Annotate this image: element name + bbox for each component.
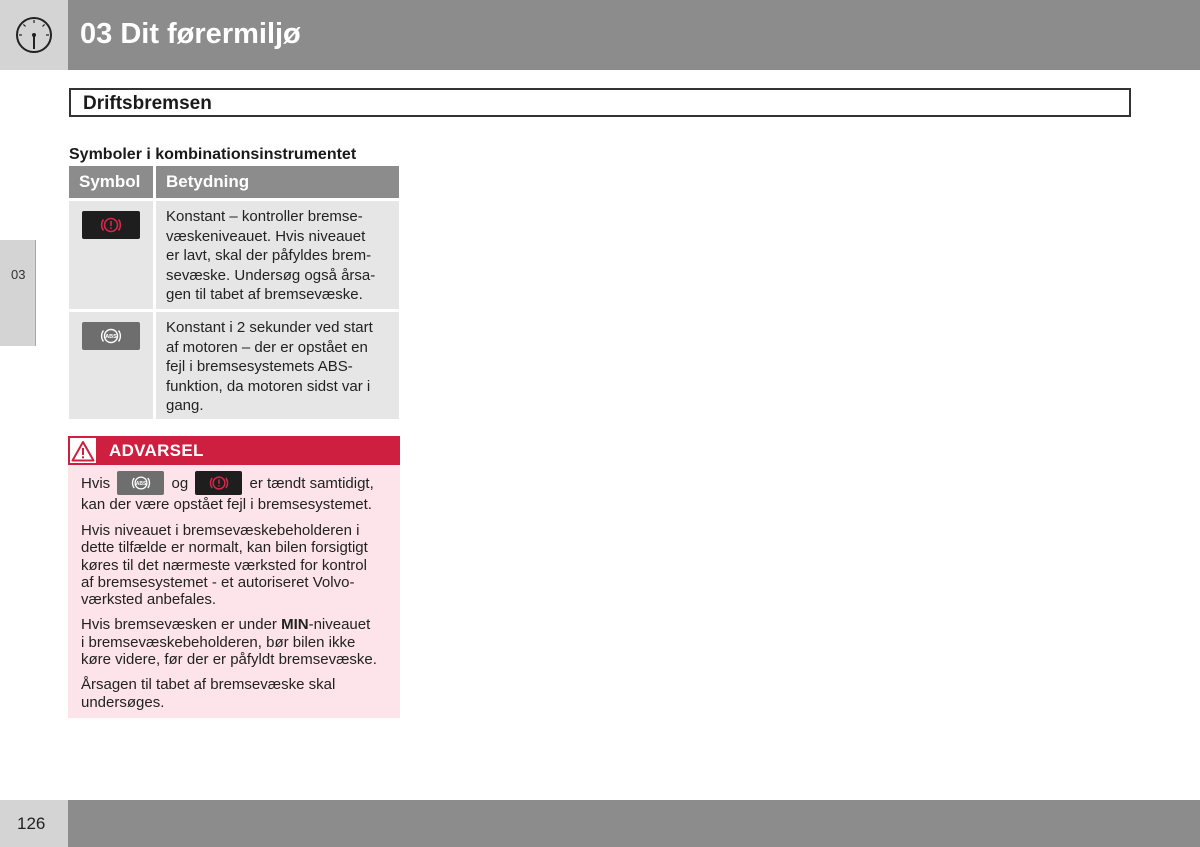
abs-icon <box>117 471 164 495</box>
warning-line: værksted anbefales. <box>81 591 217 609</box>
warning-line: undersøges. <box>81 693 165 711</box>
section-title: Driftsbremsen <box>83 93 212 114</box>
brake-warning-icon <box>195 471 242 495</box>
meaning-line: fejl i bremsesystemets ABS- <box>166 358 353 375</box>
meaning-line: Konstant – kontroller bremse- <box>166 208 363 225</box>
table-header-symbol: Symbol <box>69 166 153 198</box>
svg-text:ABS: ABS <box>105 334 117 340</box>
warning-body <box>68 465 400 718</box>
header-bar <box>68 0 1200 70</box>
warning-line: i bremsevæskebeholderen, bør bilen ikke <box>81 633 356 651</box>
chapter-title: 03 Dit førermiljø <box>80 18 301 50</box>
table-row <box>69 312 399 419</box>
page-number-box <box>0 800 68 847</box>
side-tab-label: 03 <box>11 267 26 282</box>
meaning-line: af motoren – der er opstået en <box>166 338 368 356</box>
warning-paragraph <box>81 522 390 608</box>
warning-text: Hvis bremsevæsken er under <box>81 616 282 634</box>
warning-icon-box <box>68 436 98 465</box>
meaning-line: sevæske. Undersøg også årsa- <box>166 266 376 284</box>
meaning-line: væskeniveauet. Hvis niveauet <box>166 227 366 245</box>
warning-line: Årsagen til tabet af bremsevæske skal <box>81 676 336 694</box>
meaning-line: funktion, da motoren sidst var i <box>166 377 371 395</box>
warning-text: -niveauet <box>308 616 371 634</box>
warning-line: dette tilfælde er normalt, kan bilen forsigtigt <box>81 539 368 557</box>
warning-text: kan der være opstået fejl i bremsesystemet. <box>81 496 372 513</box>
symbol-cell <box>69 312 153 419</box>
chapter-icon-box <box>0 0 68 70</box>
section-title-box <box>69 88 1131 117</box>
svg-text:ABS: ABS <box>135 480 147 487</box>
meaning-line: gang. <box>166 397 204 414</box>
min-level-label: MIN <box>281 616 309 634</box>
symbol-cell <box>69 201 153 309</box>
warning-text: Hvis <box>81 475 111 492</box>
abs-icon <box>82 322 140 350</box>
chapter-side-tab <box>0 240 36 346</box>
warning-line: Hvis niveauet i bremsevæskebeholderen i <box>81 522 360 539</box>
table-header-meaning: Betydning <box>156 166 399 198</box>
warning-line: af bremsesystemet - et autoriseret Volvo- <box>81 573 355 591</box>
warning-title: ADVARSEL <box>109 441 204 460</box>
warning-paragraph <box>81 616 390 668</box>
gauge-icon <box>15 16 53 54</box>
meaning-line: gen til tabet af bremsevæske. <box>166 286 363 303</box>
table-caption: Symboler i kombinationsinstrumentet <box>69 146 357 163</box>
meaning-line: Konstant i 2 sekunder ved start <box>166 319 373 336</box>
brake-warning-icon <box>82 211 140 239</box>
warning-triangle-icon <box>71 440 95 462</box>
page-number: 126 <box>17 814 46 833</box>
warning-paragraph <box>81 471 390 514</box>
symbol-table <box>69 166 399 419</box>
meaning-line: er lavt, skal der påfyldes brem- <box>166 247 372 264</box>
warning-header <box>68 436 400 465</box>
table-header-row <box>69 166 399 198</box>
meaning-cell <box>156 312 399 419</box>
warning-line: køres til det nærmeste værksted for kontrol <box>81 556 367 574</box>
warning-paragraph <box>81 676 390 711</box>
table-row <box>69 201 399 309</box>
warning-text: og <box>171 475 189 492</box>
footer-bar <box>68 800 1200 847</box>
warning-text: er tændt samtidigt, <box>249 475 374 492</box>
warning-line: køre videre, før der er påfyldt bremsevæske. <box>81 651 377 669</box>
meaning-cell <box>156 201 399 309</box>
